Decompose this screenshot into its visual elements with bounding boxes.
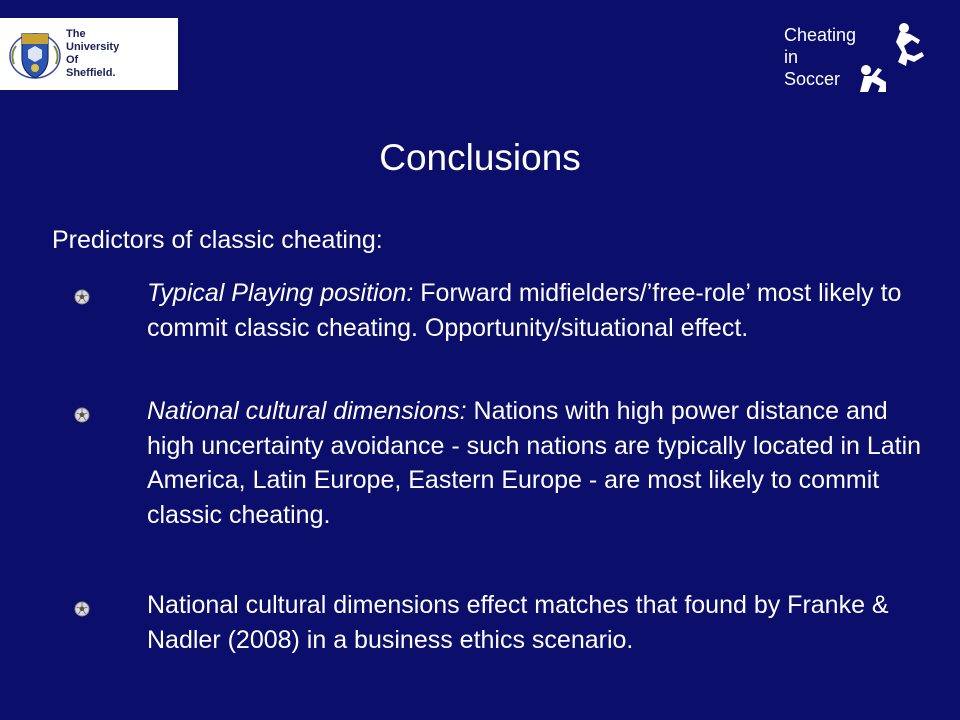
- project-name-line: Soccer: [784, 69, 841, 89]
- project-name: [784, 24, 856, 90]
- bullet-text: [147, 276, 927, 345]
- project-name-line: in: [784, 47, 799, 67]
- university-name-line: The: [66, 28, 86, 40]
- university-name-line: Sheffield.: [66, 67, 116, 79]
- bullet-body: National cultural dimensions effect matches that found by Franke & Nadler (2008) in a business ethics scenario.: [147, 591, 889, 654]
- bullet-text: [147, 588, 927, 657]
- cheating-in-soccer-logo: [780, 22, 940, 102]
- slide-title: Conclusions: [379, 137, 581, 178]
- soccer-ball-icon: [74, 407, 90, 423]
- slide-subheading: Predictors of classic cheating:: [52, 226, 383, 254]
- footballer-figure-icon: [856, 22, 928, 94]
- university-name-line: Of: [66, 54, 79, 66]
- university-logo: [0, 18, 178, 90]
- university-crest-icon: [8, 24, 62, 84]
- university-name: [66, 28, 119, 80]
- soccer-ball-icon: [74, 601, 90, 617]
- bullet-lead: National cultural dimensions:: [147, 397, 467, 425]
- project-name-line: Cheating: [784, 25, 857, 45]
- bullet-body: Forward midfielders/’free-role’ most likely to commit classic cheating. Opportunity/situational effect.: [147, 279, 902, 342]
- university-name-line: University: [66, 41, 120, 53]
- bullet-lead: Typical Playing position:: [147, 279, 414, 307]
- soccer-ball-icon: [74, 289, 90, 305]
- bullet-text: [147, 394, 927, 532]
- bullet-body: Nations with high power distance and high uncertainty avoidance - such nations are typically located in Latin America, Latin Europe, Eastern Europe - are most likely to commit classic cheating.: [147, 397, 922, 529]
